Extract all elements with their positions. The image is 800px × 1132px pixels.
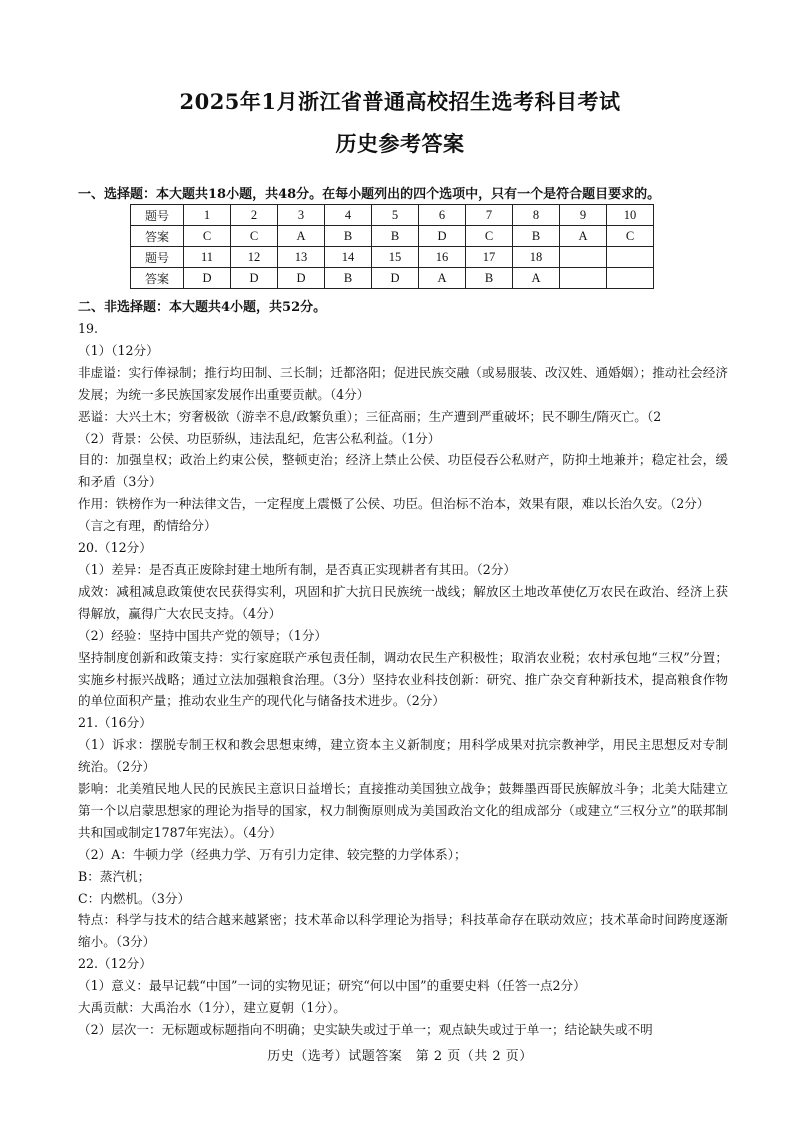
answer-line: 非虚谥：实行俸禄制；推行均田制、三长制；迁都洛阳；促进民族交融（或易服装、改汉姓、通婚姻）；推动社会经济发展；为统一多民族国家发展作出重要贡献。（4分）	[78, 364, 728, 402]
table-cell: B	[325, 226, 372, 247]
table-cell: D	[184, 268, 231, 289]
table-row-header: 答案	[131, 268, 184, 289]
answer-line: 成效：减租减息政策使农民获得实利，巩固和扩大抗日民族统一战线；解放区土地改革使亿万农民在政治、经济上获得解放，赢得广大农民支持。（4分）	[78, 583, 728, 621]
section-1-heading: 一、选择题：本大题共18小题，共48分。在每小题列出的四个选项中，只有一个是符合题目要求的。	[78, 187, 661, 202]
table-cell: 11	[184, 247, 231, 268]
table-cell: C	[184, 226, 231, 247]
answer-line: 作用：铁榜作为一种法律文告，一定程度上震慑了公侯、功臣。但治标不治本，效果有限，难以长治久安。（2分）	[78, 496, 710, 512]
answer-line: 22.（12分）	[78, 956, 152, 972]
answer-line: （1）诉求：摆脱专制王权和教会思想束缚，建立资本主义新制度；用科学成果对抗宗教神学，用民主思想反对专制统治。（2分）	[78, 737, 728, 775]
table-cell: A	[278, 226, 325, 247]
table-cell: 3	[278, 205, 325, 226]
table-cell: 13	[278, 247, 325, 268]
table-cell: 8	[513, 205, 560, 226]
answer-line: （言之有理，酌情给分）	[78, 518, 217, 534]
table-cell: 17	[466, 247, 513, 268]
table-row	[131, 226, 654, 247]
answer-line: 20.（12分）	[78, 540, 152, 556]
table-cell: 16	[419, 247, 466, 268]
answer-line: 特点：科学与技术的结合越来越紧密；技术革命以科学理论为指导；科技革命存在联动效应；技术革命时间跨度逐渐缩小。（3分）	[78, 912, 728, 950]
table-cell: B	[513, 226, 560, 247]
exam-title: 2025年1月浙江省普通高校招生选考科目考试	[179, 89, 621, 114]
answer-line: 大禹贡献：大禹治水（1分），建立夏朝（1分）。	[78, 1000, 346, 1016]
table-cell: C	[607, 226, 654, 247]
table-cell: B	[466, 268, 513, 289]
table-row-header: 题号	[131, 205, 184, 226]
answer-line: （1）意义：最早记载“中国”一词的实物见证；研究“何以中国”的重要史料（任答一点2分）	[78, 978, 586, 994]
table-cell: 9	[560, 205, 607, 226]
table-cell: D	[231, 268, 278, 289]
table-row-header: 题号	[131, 247, 184, 268]
table-cell: C	[231, 226, 278, 247]
answer-line: 影响：北美殖民地人民的民族民主意识日益增长；直接推动美国独立战争；鼓舞墨西哥民族解放斗争；北美大陆建立第一个以启蒙思想家的理论为指导的国家，权力制衡原则成为美国政治文化的组成部分（或建立“三权分立”的联邦制共和国或制定1787年宪法）。（4分）	[78, 781, 728, 840]
table-row	[131, 205, 654, 226]
answer-line: （1）差异：是否真正废除封建土地所有制，是否真正实现耕者有其田。（2分）	[78, 561, 516, 577]
table-cell: 10	[607, 205, 654, 226]
table-cell: 12	[231, 247, 278, 268]
table-cell: A	[513, 268, 560, 289]
table-cell: C	[466, 226, 513, 247]
page-footer: 历史（选考）试题答案 第 2 页（共 2 页）	[267, 1049, 533, 1064]
table-cell: 4	[325, 205, 372, 226]
table-cell: D	[372, 268, 419, 289]
table-cell: A	[560, 226, 607, 247]
answer-line: C：内燃机。（3分）	[78, 890, 191, 906]
answer-line: 坚持制度创新和政策支持：实行家庭联产承包责任制，调动农民生产积极性；取消农业税；农村承包地“三权”分置；实施乡村振兴战略；通过立法加强粮食治理。（3分）坚持农业科技创新：研究、推广杂交育种新技术，提高粮食作物的单位面积产量；推动农业生产的现代化与储备技术进步。（2分）	[78, 649, 728, 709]
table-cell: 15	[372, 247, 419, 268]
answer-line: （1）（12分）	[78, 342, 159, 358]
table-cell	[560, 268, 607, 289]
table-row	[131, 268, 654, 289]
answer-line: 目的：加强皇权；政治上约束公侯，整顿吏治；经济上禁止公侯、功臣侵吞公私财产，防抑土地兼并；稳定社会，缓和矛盾（3分）	[78, 452, 728, 490]
table-cell: 6	[419, 205, 466, 226]
table-cell	[560, 247, 607, 268]
answer-line: （2）背景：公侯、功臣骄纵，违法乱纪，危害公私利益。（1分）	[78, 430, 441, 446]
table-row	[131, 247, 654, 268]
answer-text-body	[78, 318, 728, 1041]
table-cell: 1	[184, 205, 231, 226]
table-cell: 18	[513, 247, 560, 268]
table-cell	[607, 247, 654, 268]
table-cell: B	[372, 226, 419, 247]
answer-line: B：蒸汽机；	[78, 868, 151, 884]
table-cell: 7	[466, 205, 513, 226]
table-cell: 5	[372, 205, 419, 226]
table-cell: D	[419, 226, 466, 247]
answer-line: （2）层次一：无标题或标题指向不明确；史实缺失或过于单一；观点缺失或过于单一；结论缺失或不明	[78, 1022, 653, 1037]
answer-line: 21.（16分）	[78, 715, 152, 731]
answer-line: （2）A：牛顿力学（经典力学、万有引力定律、较完整的力学体系）；	[78, 846, 467, 862]
table-row-header: 答案	[131, 226, 184, 247]
table-cell: A	[419, 268, 466, 289]
answer-line: （2）经验：坚持中国共产党的领导；（1分）	[78, 627, 328, 643]
table-cell: B	[325, 268, 372, 289]
section-2-heading: 二、非选择题：本大题共4小题，共52分。	[78, 300, 327, 315]
table-cell	[607, 268, 654, 289]
table-cell: 2	[231, 205, 278, 226]
multiple-choice-answer-table	[130, 204, 654, 289]
table-cell: 14	[325, 247, 372, 268]
answer-line: 19.	[78, 321, 99, 336]
table-cell: D	[278, 268, 325, 289]
exam-subtitle: 历史参考答案	[335, 131, 465, 156]
answer-line: 恶谥：大兴土木；穷奢极欲（游幸不息/政繁负重）；三征高丽；生产遭到严重破坏；民不聊生/隋灭亡。（2	[78, 408, 662, 424]
